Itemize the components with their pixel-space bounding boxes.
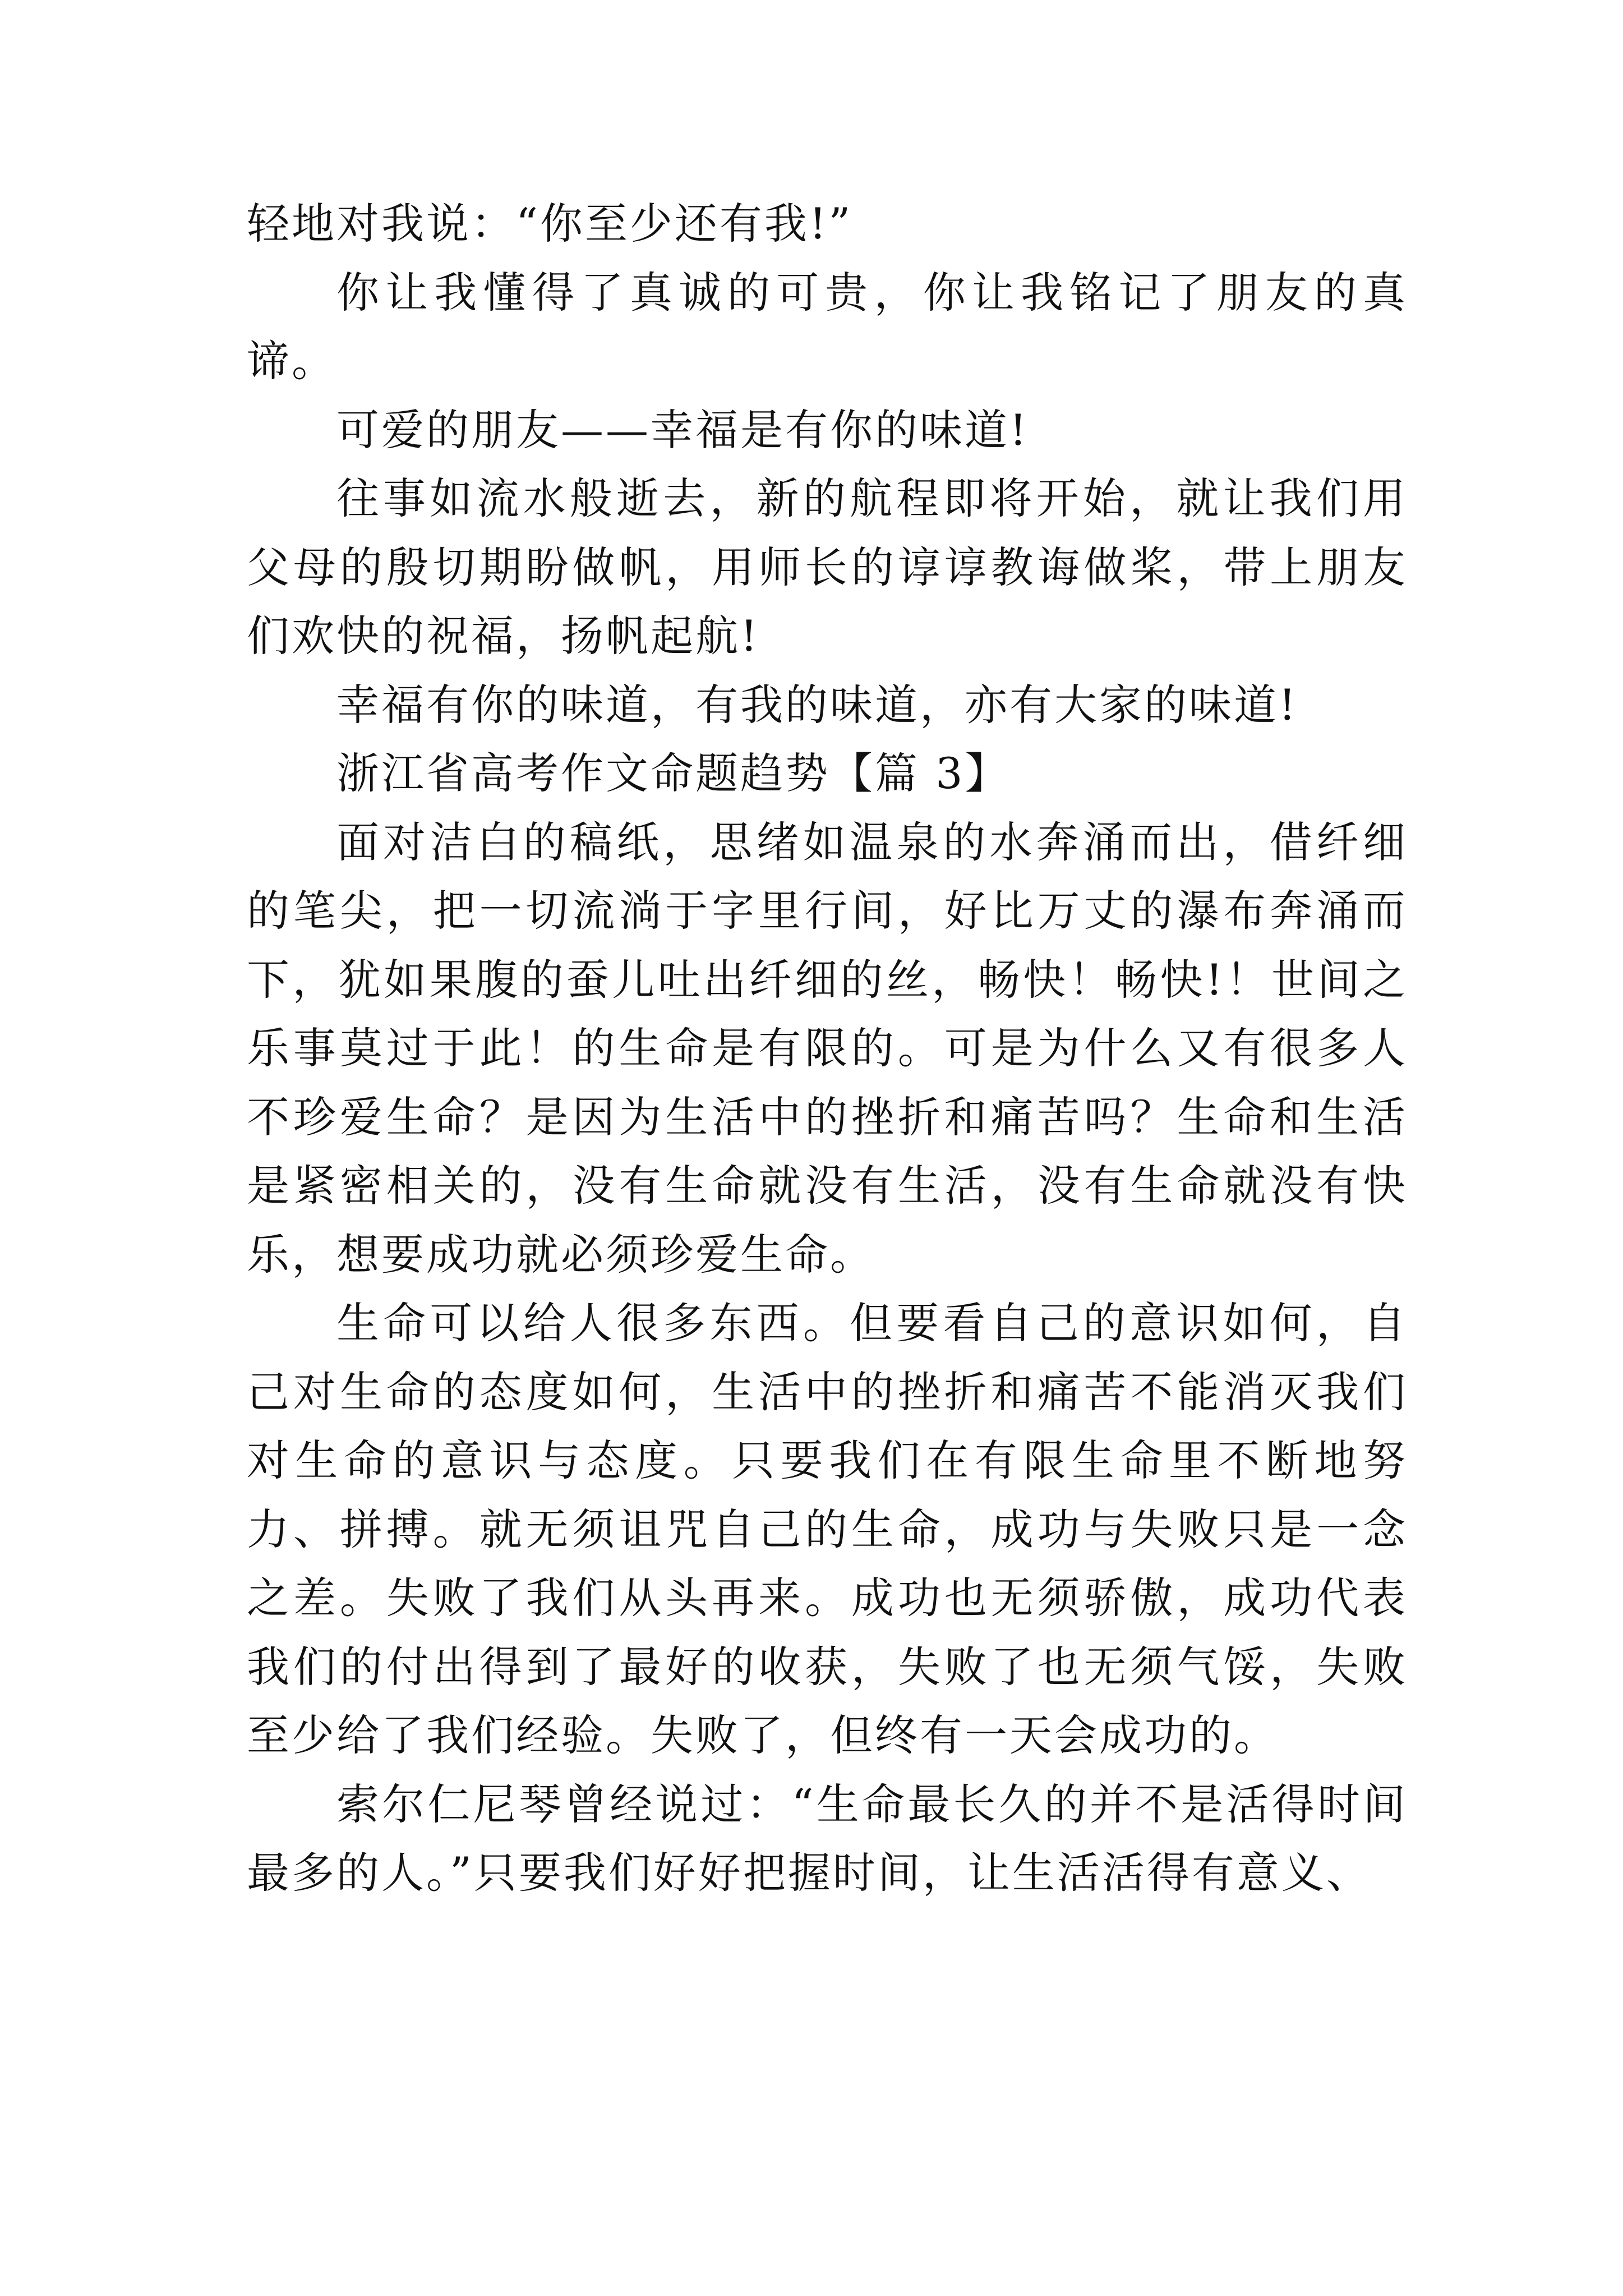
paragraph: 可爱的朋友——幸福是有你的味道! [336,404,1029,455]
paragraph: 生命可以给人很多东西。但要看自己的意识如何，自己对生命的态度如何，生活中的挫折和痛苦不能消灭我们对生命的意识与态度。只要我们在有限生命里不断地努力、拼搏。就无须诅咒自己的生命，成功与失败只是一念之差。失败了我们从头再来。成功也无须骄傲，成功代表我们的付出得到了最好的收获，失败了也无须气馁，失败至少给了我们经验。失败了，但终有一天会成功的。 [247,1298,1408,1760]
paragraph: 幸福有你的味道，有我的味道，亦有大家的味道! [336,679,1298,730]
document-body [247,190,1408,1908]
paragraph-continuation: 轻地对我说：“你至少还有我!” [247,199,853,249]
section-heading: 浙江省高考作文命题趋势【篇 3】 [336,748,1010,798]
paragraph: 你让我懂得了真诚的可贵，你让我铭记了朋友的真谛。 [247,267,1408,386]
paragraph: 索尔仁尼琴曾经说过：“生命最长久的并不是活得时间最多的人。”只要我们好好把握时间，让生活活得有意义、 [247,1779,1408,1898]
paragraph: 往事如流水般逝去，新的航程即将开始，就让我们用父母的殷切期盼做帆，用师长的谆谆教诲做桨，带上朋友们欢快的祝福，扬帆起航! [247,473,1408,661]
paragraph: 面对洁白的稿纸，思绪如温泉的水奔涌而出，借纤细的笔尖，把一切流淌于字里行间，好比万丈的瀑布奔涌而下，犹如果腹的蚕儿吐出纤细的丝，畅快！畅快!！世间之乐事莫过于此！的生命是有限的。可是为什么又有很多人不珍爱生命？是因为生活中的挫折和痛苦吗？生命和生活是紧密相关的，没有生命就没有生活，没有生命就没有快乐，想要成功就必须珍爱生命。 [247,817,1408,1280]
